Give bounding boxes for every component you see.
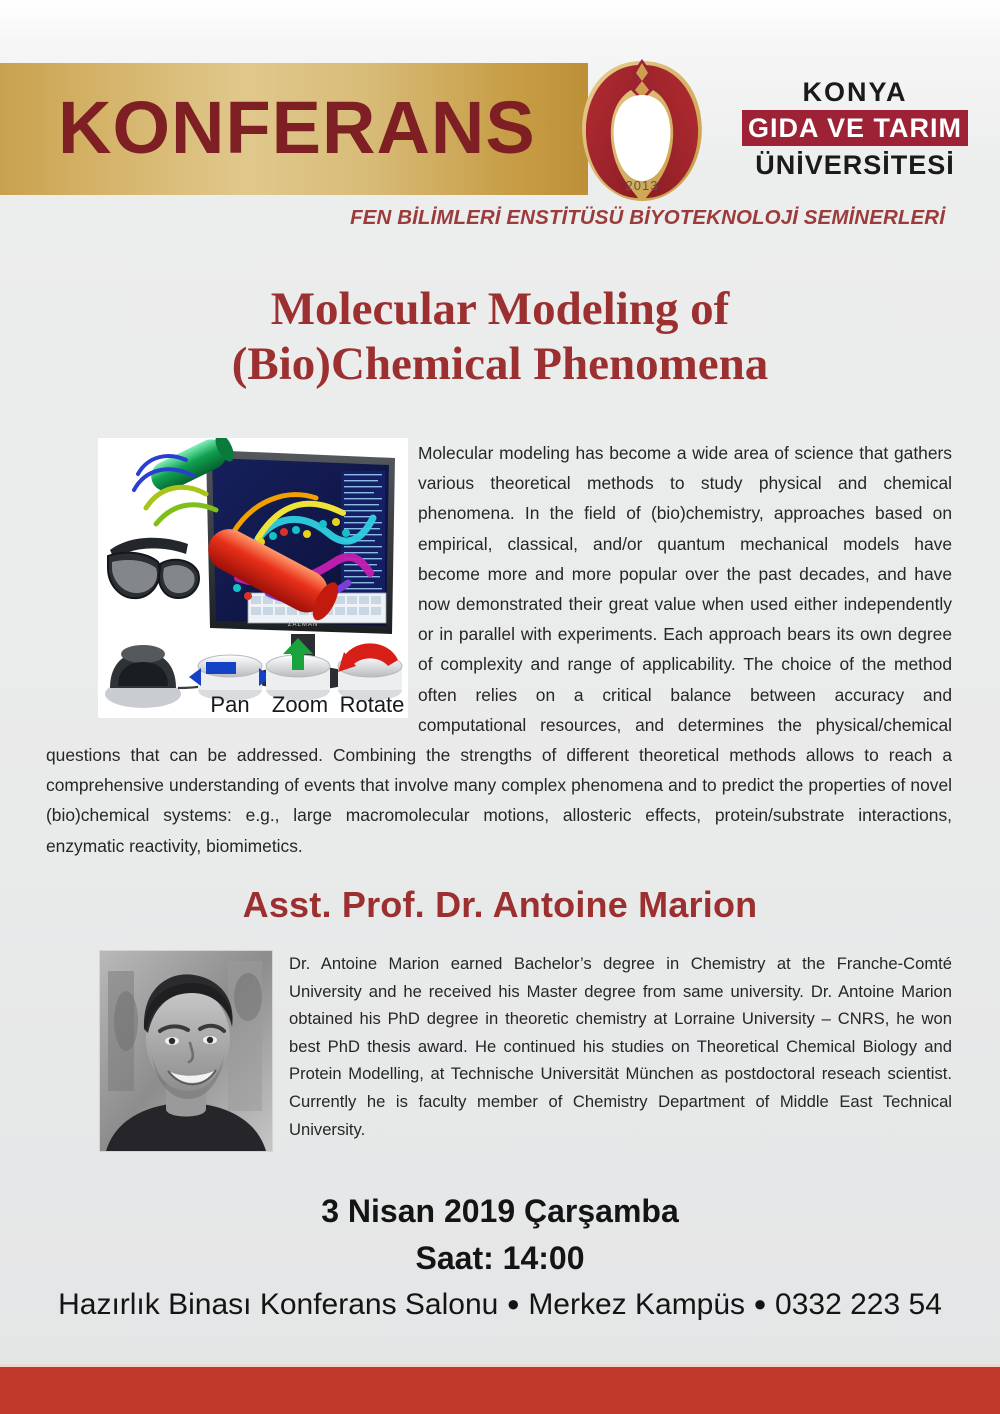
university-wordmark — [742, 76, 968, 182]
konferans-heading: KONFERANS — [58, 86, 536, 169]
event-venue-line — [0, 1288, 1000, 1322]
seminar-series-subtitle: FEN BİLİMLERİ ENSTİTÜSÜ BİYOTEKNOLOJİ SEMİNERLERİ — [350, 206, 945, 229]
talk-title — [0, 282, 1000, 392]
logo-founding-year: 2013 — [625, 178, 659, 193]
event-venue-hall: Hazırlık Binası Konferans Salonu — [58, 1288, 499, 1321]
venue-separator-dot-2: ● — [753, 1291, 767, 1316]
speaker-name: Asst. Prof. Dr. Antoine Marion — [242, 884, 758, 925]
university-name-gida-ve-tarim: GIDA VE TARIM — [742, 110, 968, 146]
university-name-universitesi: ÜNİVERSİTESİ — [755, 150, 955, 180]
abstract-section — [0, 438, 1000, 861]
speaker-bio-paragraph: Dr. Antoine Marion earned Bachelor’s degree in Chemistry at the Franche-Comté University and he received his Master degree from same university. Dr. Antoine Marion obtained his PhD degree in theoretic chemistry at Lorraine University – CNRS, he won best PhD thesis award. He continued his studies on Theoretical Chemical Biology and Protein Modelling, at Technische Universität München as postdoctoral reseach scientist. Currently he is faculty member of Chemistry Department of Middle East Technical University. — [289, 954, 952, 1139]
talk-title-line-1: Molecular Modeling of — [270, 283, 730, 335]
event-time: Saat: 14:00 — [415, 1240, 585, 1276]
talk-title-line-2: (Bio)Chemical Phenomena — [231, 338, 769, 390]
speaker-bio-section — [0, 950, 1000, 1152]
venue-separator-dot-1: ● — [506, 1291, 520, 1316]
speaker-portrait-photo — [99, 950, 273, 1152]
svg-text:ZALMAN: ZALMAN — [287, 622, 319, 628]
event-venue-campus: Merkez Kampüs — [528, 1288, 746, 1321]
molecular-modeling-figure — [98, 438, 408, 718]
poster-header — [0, 0, 1000, 250]
svg-text:Pan: Pan — [210, 692, 250, 717]
svg-text:Rotate: Rotate — [339, 692, 405, 717]
svg-text:Zoom: Zoom — [271, 692, 329, 717]
event-contact-phone: 0332 223 54 — [775, 1288, 942, 1321]
abstract-paragraph: Molecular modeling has become a wide area of science that gathers various theoretical methods to study physical and chemical phenomena. In the field of (bio)chemistry, approaches based on empirical, classical, and/or quantum mechanical models have become more and more popular over the past decades, and have now demonstrated their great value when used either independently or in parallel with experiments. Each approach bears its own degree of complexity and range of applicability. The choice of the method often relies on a critical balance between accuracy and computational resources, and determines the physical/chemical questions that can be addressed. Combining the strengths of different theoretical methods allows to reach a comprehensive understanding of events that involve many complex phenomena and to predict the properties of novel (bio)chemical systems: e.g., large macromolecular motions, allosteric effects, protein/substrate interactions, enzymatic reactivity, biomimetics. — [46, 443, 952, 856]
event-date: 3 Nisan 2019 Çarşamba — [321, 1193, 679, 1229]
footer-bar — [0, 1367, 1000, 1414]
university-name-konya: KONYA — [802, 77, 908, 107]
